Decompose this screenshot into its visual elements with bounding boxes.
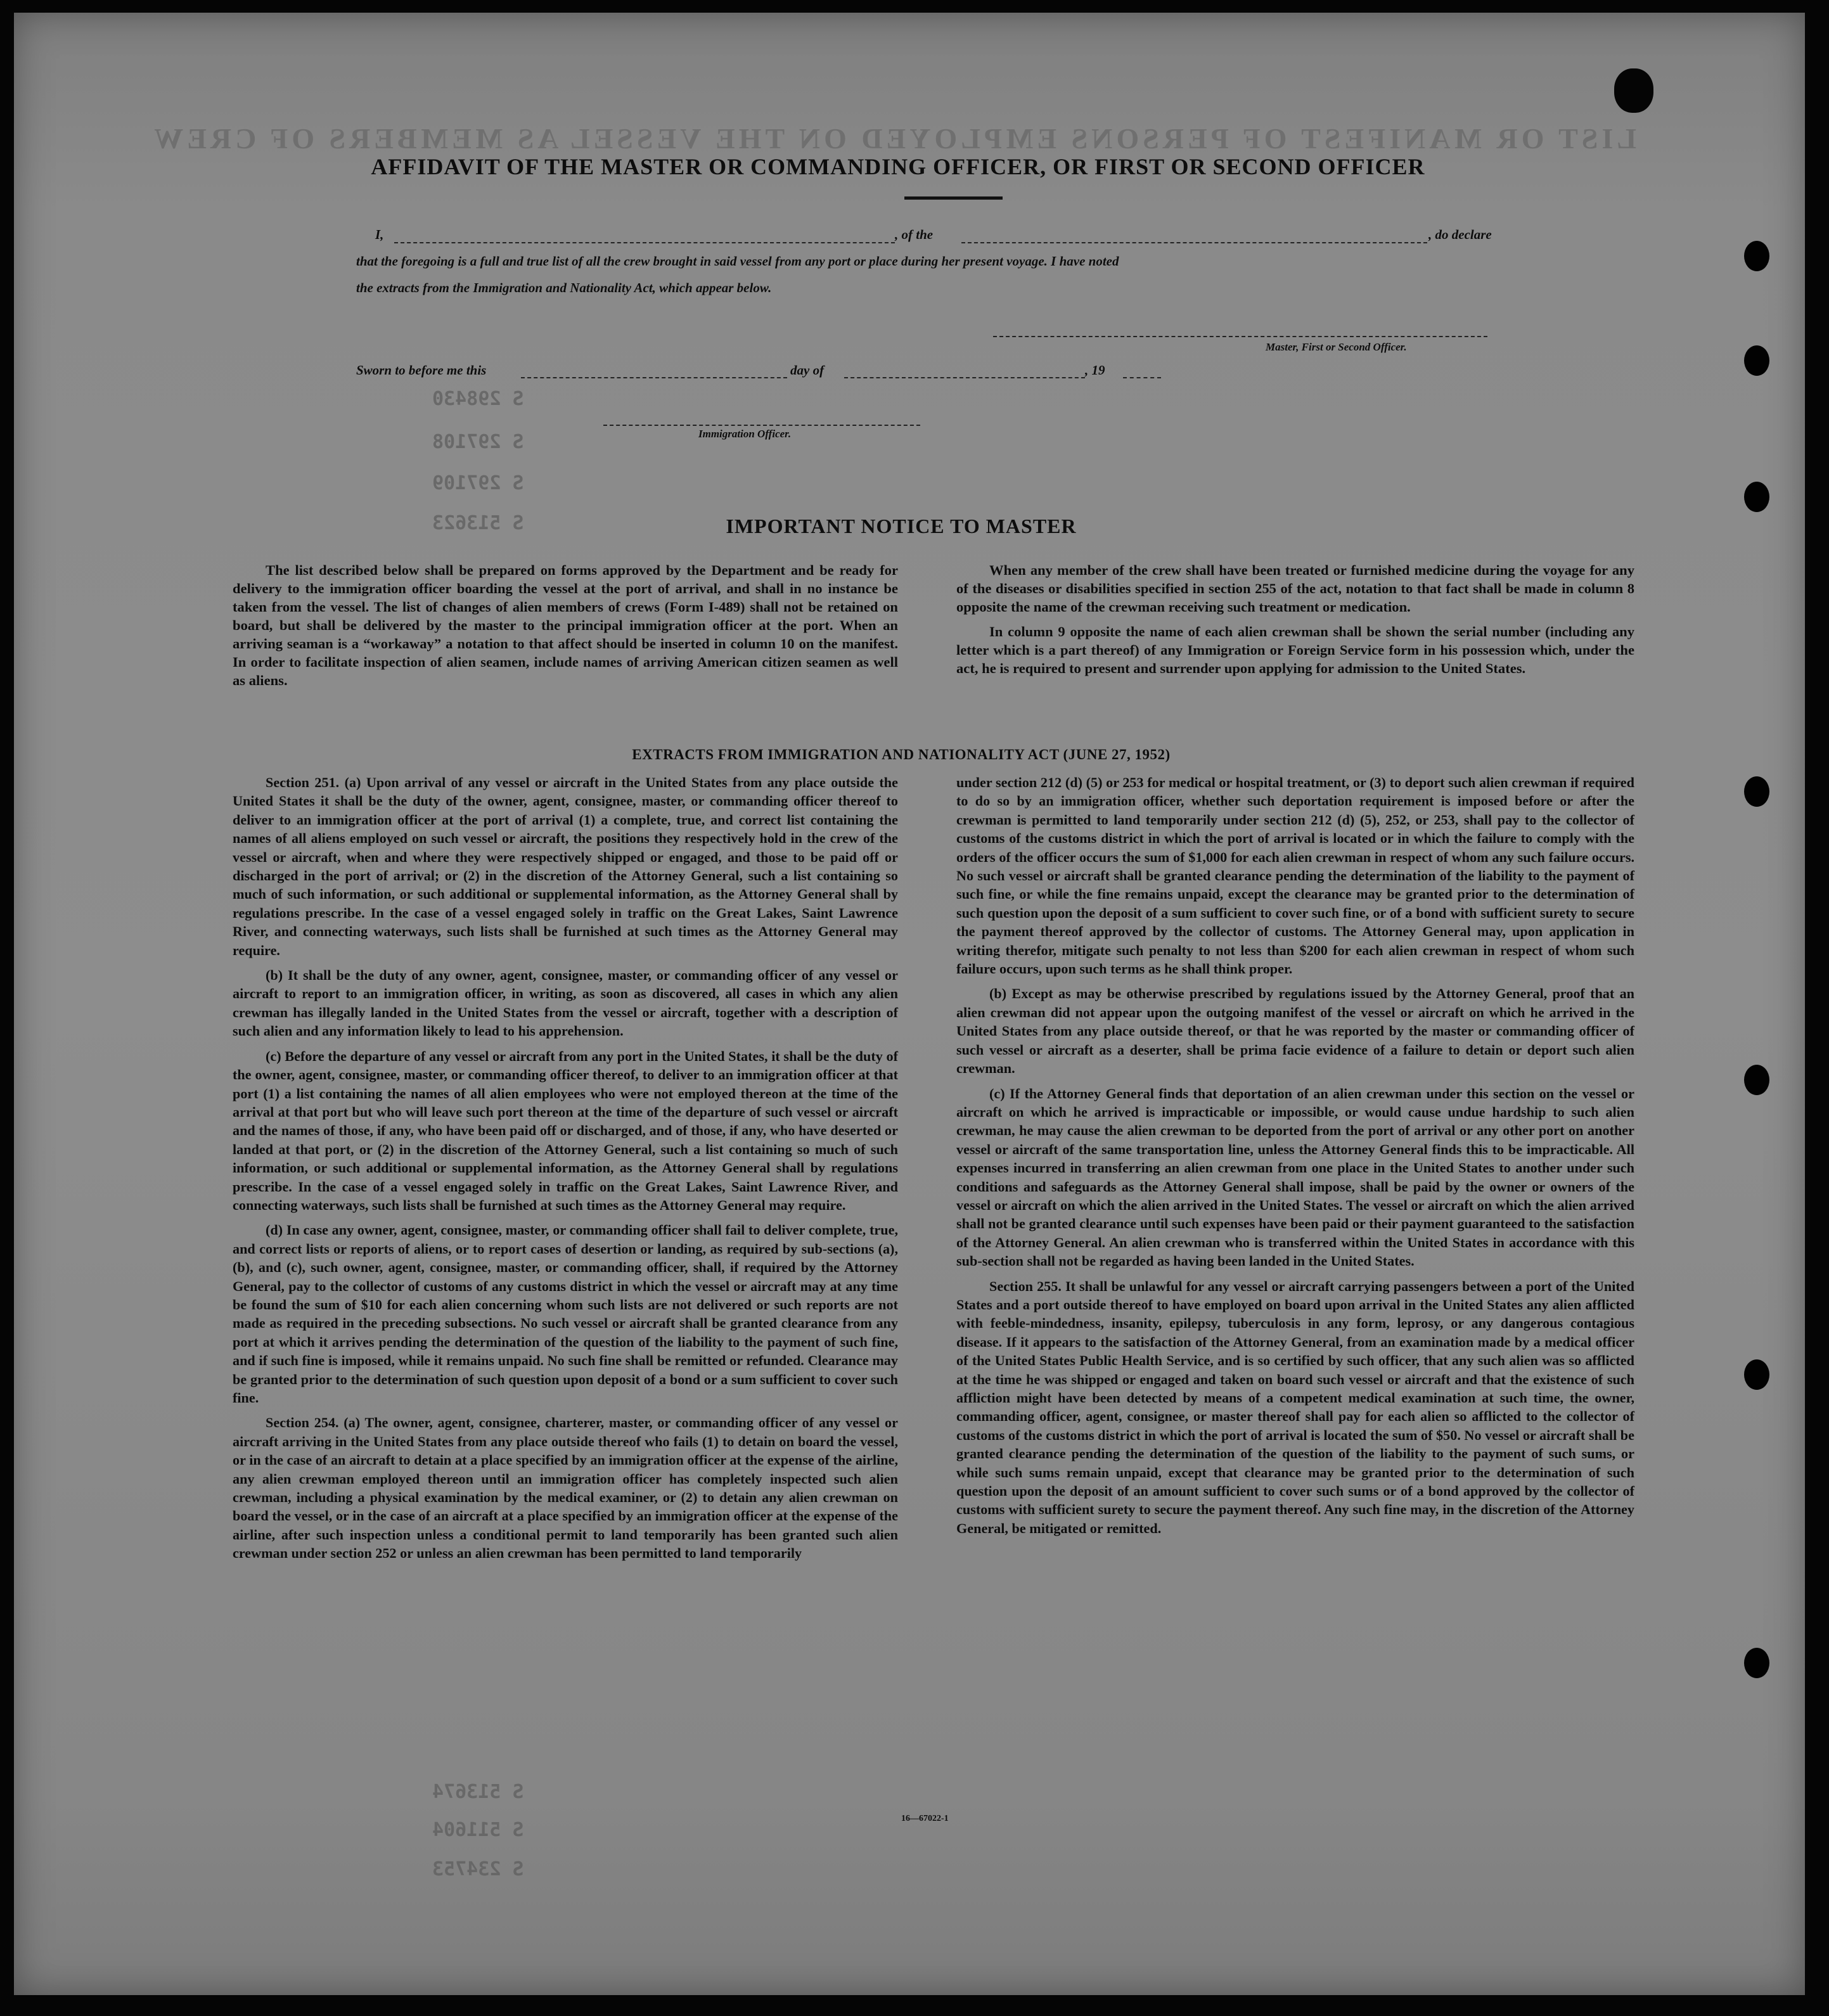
section-254-c: (c) If the Attorney General finds that deportation of an alien crewman under this section on the vessel or aircraft on which he arrived is impracticable or impossible, or would cause undue hardship to such alien crewman, he may cause the alien crewman to be deported from the port of arrival or any other port on another vessel or aircraft of the same transportation line, unless the Attorney General finds this to be impracticable. All expenses incurred in transferring an alien crewman from one place in the United States to another under such conditions and safeguards as the Attorney General shall impose, shall be paid by the owner or owners of the vessel or aircraft on which the alien arrived in the United States. The vessel or aircraft on which the alien arrived shall not be granted clearance until such expenses have been paid or their payment guaranteed to the satisfaction of the Attorney General. An alien crewman who is transferred within the United States in accordance with this sub-section shall not be regarded as having been landed in the United States. <box>956 1085 1634 1269</box>
vessel-blank[interactable] <box>961 242 1427 243</box>
notice-right-paragraph-2: In column 9 opposite the name of each alien crewman shall be shown the serial number (including any letter which is a part thereof) of any Immigration or Foreign Service form in his possession which, under the act, he is required to present and surrender upon applying for admission to the United States. <box>956 624 1634 676</box>
day-of-label: day of <box>790 363 825 378</box>
sworn-day-blank[interactable] <box>521 377 787 378</box>
affidavit-title: AFFIDAVIT OF THE MASTER OR COMMANDING OFFICER, OR FIRST OR SECOND OFFICER <box>371 154 1425 179</box>
affidavit-line-2: that the foregoing is a full and true list of all the crew brought in said vessel from any port or place during her present voyage. I have noted <box>356 254 1119 269</box>
punch-hole <box>1744 1359 1769 1390</box>
month-blank[interactable] <box>844 377 1085 378</box>
notice-title: IMPORTANT NOTICE TO MASTER <box>726 515 1077 537</box>
affidavit-i-label: I, <box>375 227 384 242</box>
punch-hole <box>1744 345 1769 376</box>
officer-signature-line[interactable] <box>603 425 920 426</box>
notice-right-paragraph-1: When any member of the crew shall have been treated or furnished medicine during the voyage for any of the diseases or disabilities specified in section 255 of the act, notation to that fact shall be made in column 8 opposite the name of the crewman receiving such treatment or medication. <box>956 562 1634 615</box>
punch-hole <box>1744 776 1769 807</box>
affidavit-line-3: the extracts from the Immigration and Nationality Act, which appear below. <box>356 280 772 295</box>
sworn-label: Sworn to before me this <box>356 363 487 378</box>
section-254-b: (b) Except as may be otherwise prescribed by regulations issued by the Attorney General, proof that an alien crewman did not appear upon the outgoing manifest of the vessel or aircraft on which he arrived in the United States from any place outside thereof, or that he was reported by the master or commanding officer of such vessel or aircraft as a deserter, shall be prima facie evidence of a failure to detain or deport such alien crewman. <box>956 986 1634 1077</box>
title-underline <box>904 196 1003 200</box>
section-254-a-continued: under section 212 (d) (5) or 253 for medical or hospital treatment, or (3) to deport such alien crewman if required to do so by an immigration officer, whether such deportation requirement is imposed before or after the crewman is permitted to land temporarily under section 212 (d) (5), 252, or 253, shall pay to the collector of customs of the customs district in which the port of arrival is located or in which the failure to comply with the orders of the officer occurs the sum of $1,000 for each alien crewman in respect of whom any such failure occurs. No such vessel or aircraft shall be granted clearance pending the determination of the liability to the payment of such fine, or while the fine remains unpaid, except the clearance may be granted prior to the determination of such question upon the deposit of a sum sufficient to cover such fine, or of a bond with sufficient surety to secure the payment thereof approved by the collector of customs. The Attorney General may, upon application in writing therefor, mitigate such penalty to not less than $200 for each alien crewman in respect of whom such failure occurs, upon such terms as he shall think proper. <box>956 774 1634 977</box>
section-251-d: (d) In case any owner, agent, consignee, master, or commanding officer shall fail to deliver complete, true, and correct lists or reports of aliens, or to report cases of desertion or landing, as required by sub-sections (a), (b), and (c), such owner, agent, consignee, master, or commanding officer, shall, if required by the Attorney General, pay to the collector of customs of any customs district in which the vessel or aircraft may at any time be found the sum of $10 for each alien concerning whom such lists are not delivered or such reports are not made as required in the preceding subsections. No such vessel or aircraft shall be granted clearance from any port at which it arrives pending the determination of the question of the liability to the payment of such fine, and if such fine is imposed, while it remains unpaid. No such fine shall be remitted or refunded. Clearance may be granted prior to the determination of such question upon deposit of a bond or a sum sufficient to cover such fine. <box>233 1222 898 1406</box>
year-prefix: , 19 <box>1085 363 1105 378</box>
extracts-title: EXTRACTS FROM IMMIGRATION AND NATIONALITY ACT (JUNE 27, 1952) <box>632 747 1171 762</box>
bleed-serial: S 513674 <box>432 1781 524 1803</box>
form-number: 16—67022-1 <box>901 1814 949 1823</box>
punch-hole <box>1744 1648 1769 1678</box>
ink-blot <box>1614 68 1653 113</box>
bleed-serial: S 511604 <box>432 1819 524 1841</box>
section-251-c: (c) Before the departure of any vessel or aircraft from any port in the United States, it shall be the duty of the owner, agent, consignee, master, or commanding officer thereof, to deliver to an immigration officer at that port (1) a list containing the names of all alien employees who were not employed thereon at the time of the arrival at that port but who will leave such port thereon at the time of the departure of such vessel or aircraft and the names of those, if any, who have been paid off or discharged, and of those, if any, who have deserted or landed at that port, or (2) in the discretion of the Attorney General, such a list containing so much of such information, or such additional or supplemental information, as the Attorney General shall by regulations prescribe. In the case of a vessel engaged solely in traffic on the Great Lakes, Saint Lawrence River, and connecting waterways, such lists shall be furnished at such times as the Attorney General may require. <box>233 1048 898 1213</box>
officer-label: Immigration Officer. <box>698 428 792 440</box>
notice-left-column <box>233 561 898 696</box>
bleed-serial: S 297108 <box>432 431 524 453</box>
bleed-serial: S 297109 <box>432 472 524 494</box>
punch-hole <box>1744 482 1769 512</box>
bleed-serial: S 234753 <box>432 1858 524 1880</box>
punch-hole <box>1744 241 1769 271</box>
section-255: Section 255. It shall be unlawful for any vessel or aircraft carrying passengers between a port of the United States and a port outside thereof to have employed on board upon arrival in the United States any alien afflicted with feeble-mindedness, insanity, epilepsy, tuberculosis in any form, leprosy, or any dangerous contagious disease. If it appears to the satisfaction of the Attorney General, from an examination made by a medical officer of the United States Public Health Service, and is so certified by such officer, that any such alien was so afflicted at the time he was shipped or engaged and taken on board such vessel or aircraft and that the existence of such affliction might have been detected by means of a competent medical examination at such time, the owner, commanding officer, agent, consignee, or master thereof shall pay for each alien so afflicted to the collector of customs of the customs district in which the port of arrival is located the sum of $50. No vessel or aircraft shall be granted clearance pending the determination of the question of the liability to the payment of such sums, or while such sums remain unpaid, except that clearance may be granted prior to the determination of such question upon the deposit of an amount sufficient to cover such sums or of a bond approved by the collector of customs with sufficient surety to secure the payment thereof. Any such fine may, in the discretion of the Attorney General, be mitigated or remitted. <box>956 1278 1634 1536</box>
section-251-b: (b) It shall be the duty of any owner, agent, consignee, master, or commanding officer of any vessel or aircraft to report to an immigration officer, in writing, as soon as discovered, all cases in which any alien crewman has illegally landed in the United States from the vessel or aircraft, together with a description of such alien and any information likely to lead to his apprehension. <box>233 967 898 1039</box>
notice-right-column <box>956 561 1634 684</box>
paper-sheet <box>14 13 1805 1995</box>
bleed-serial: S 298430 <box>432 388 524 410</box>
extracts-right-column <box>956 773 1634 1544</box>
master-label: Master, First or Second Officer. <box>1266 341 1407 353</box>
extracts-left-column <box>233 773 898 1569</box>
notice-left-paragraph: The list described below shall be prepared on forms approved by the Department and be ready for delivery to the immigration officer boarding the vessel at the port of arrival, and shall in no instance be taken from the vessel. The list of changes of alien members of crews (Form I-489) shall not be retained on board, but shall be delivered by the master to the principal immigration officer at the port. When an arriving seaman is a “workaway” a notation to that affect should be inserted in column 10 on the manifest. In order to facilitate inspection of alien seamen, include names of arriving American citizen seamen as well as aliens. <box>233 562 898 688</box>
year-blank[interactable] <box>1123 377 1161 378</box>
section-251-a: Section 251. (a) Upon arrival of any vessel or aircraft in the United States from any place outside the United States it shall be the duty of the owner, agent, consignee, master, or commanding officer thereof to deliver to an immigration officer at the port of arrival (1) a complete, true, and correct list containing the names of all aliens employed on such vessel or aircraft, the positions they respectively hold in the crew of the vessel or aircraft, when and where they were respectively shipped or engaged, and those to be paid off or discharged in the port of arrival; or (2) in the discretion of the Attorney General, such a list containing so much of such information, or such additional or supplemental information, as the Attorney General shall by regulations prescribe. In the case of a vessel engaged solely in traffic on the Great Lakes, Saint Lawrence River, and connecting waterways, such lists shall be furnished at such times as the Attorney General may require. <box>233 774 898 958</box>
affidavit-of-the-label: , of the <box>895 227 934 242</box>
bleed-through-header: LIST OR MANIFEST OF PERSONS EMPLOYED ON THE VESSEL AS MEMBERS OF CREW <box>150 122 1636 155</box>
affidavit-do-declare-label: , do declare <box>1428 227 1492 242</box>
master-signature-line[interactable] <box>993 336 1487 337</box>
punch-hole <box>1744 1065 1769 1095</box>
section-254-a: Section 254. (a) The owner, agent, consignee, charterer, master, or commanding officer of any vessel or aircraft arriving in the United States from any place outside thereof who fails (1) to detain on board the vessel, or in the case of an aircraft to detain at a place specified by an immigration officer at the expense of the airline, any alien crewman employed thereon until an immigration officer has completely inspected such alien crewman, including a physical examination by the medical examiner, or (2) to detain any alien crewman on board the vessel, or in the case of an aircraft at a place specified by an immigration officer at the expense of the airline, after such inspection unless a conditional permit to land temporarily has been granted such alien crewman under section 252 or unless an alien crewman has been permitted to land temporarily <box>233 1415 898 1562</box>
name-blank[interactable] <box>394 242 895 243</box>
bleed-serial: S 513623 <box>432 512 524 534</box>
